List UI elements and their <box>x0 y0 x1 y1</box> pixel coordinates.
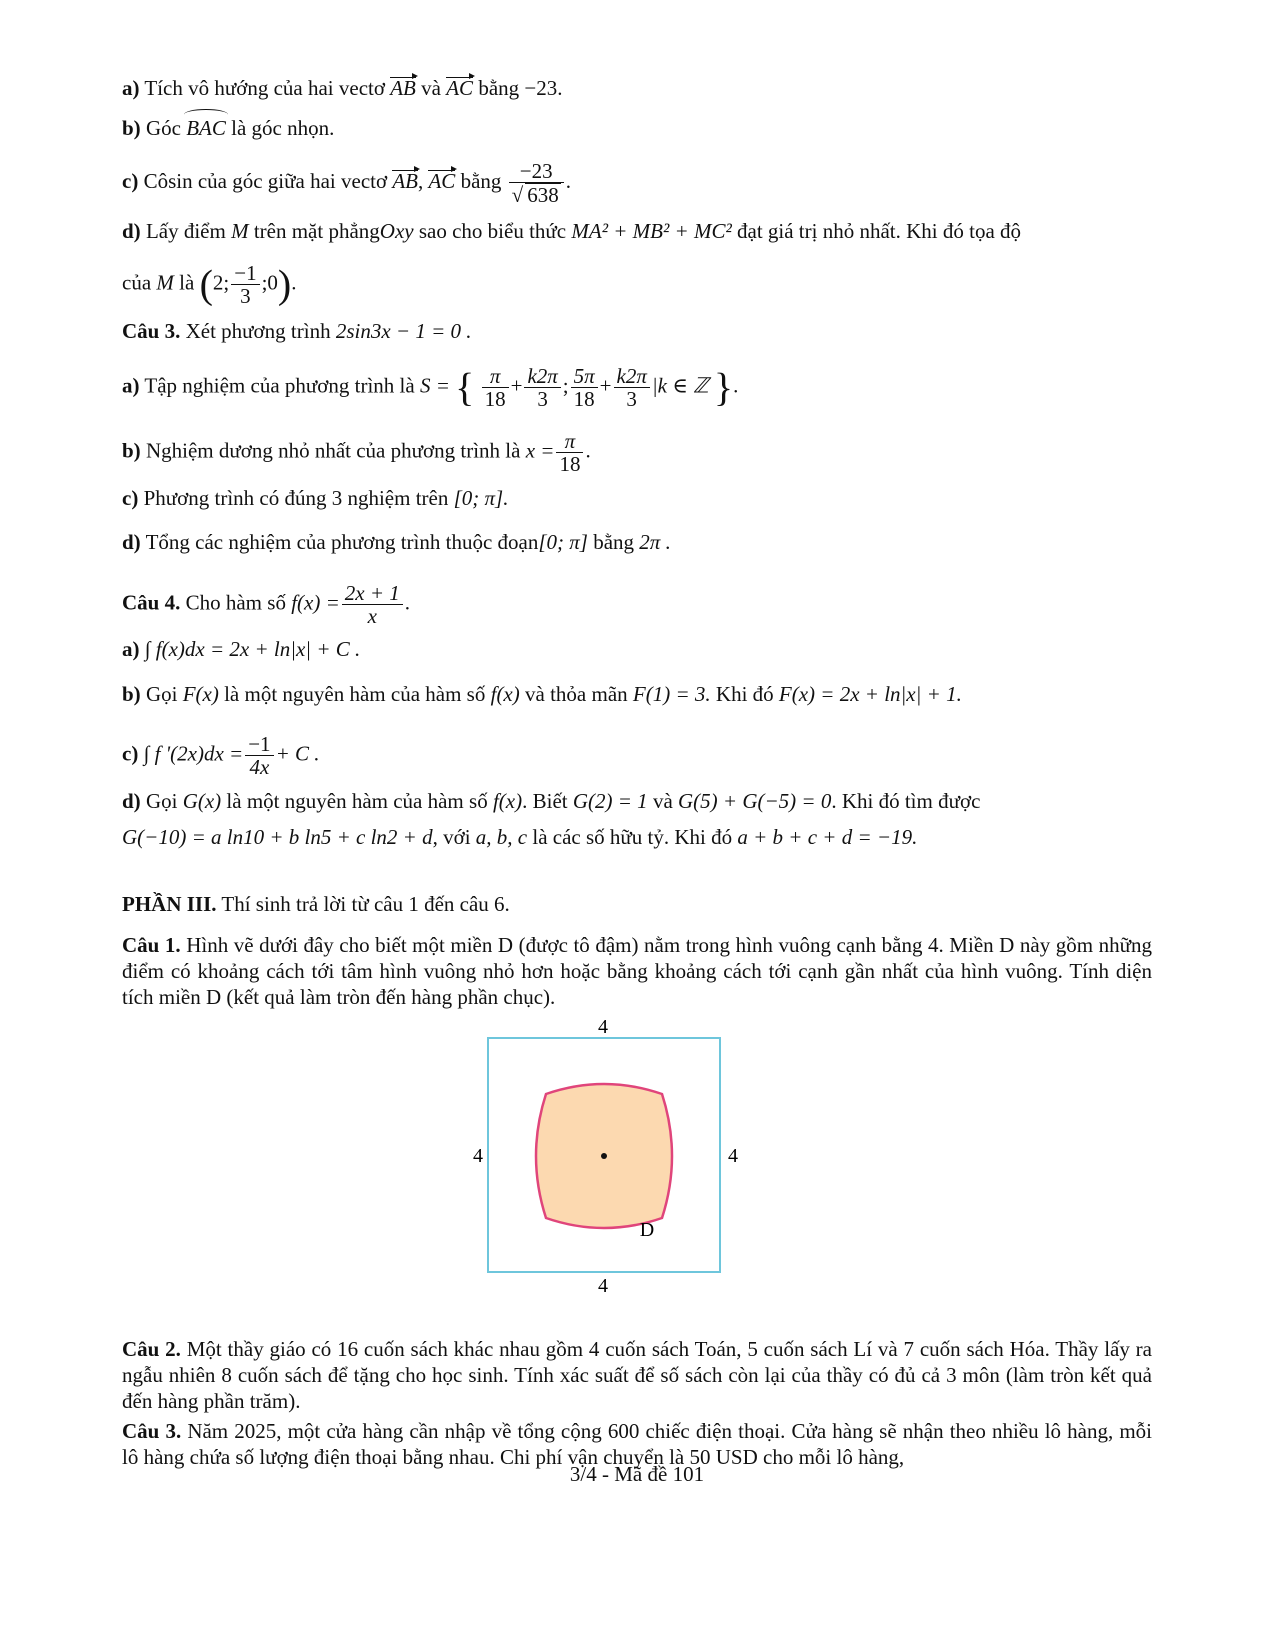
q4-statement-b: b) Gọi F(x) là một nguyên hàm của hàm số f(x) và thỏa mãn F(1) = 3. Khi đó F(x) = 2x + ln|x| + 1. <box>122 682 962 706</box>
center-point <box>601 1153 607 1159</box>
right-side-label: 4 <box>728 1145 738 1167</box>
question-number: Câu 3. <box>122 1419 182 1443</box>
left-side-label: 4 <box>473 1145 483 1167</box>
square-region-figure <box>452 1008 752 1298</box>
vector-ab: AB <box>390 76 416 100</box>
q4-title: Câu 4. Cho hàm số f(x) = $\frac{2x + 1}{x}$ . <box>122 581 411 628</box>
top-side-label: 4 <box>598 1016 608 1038</box>
vector-ac: AC <box>446 76 474 100</box>
bottom-side-label: 4 <box>598 1275 608 1297</box>
q4-statement-c: c) ∫ f '(2x)dx = $\frac{-1}{4x}$ + C . <box>122 732 320 779</box>
region-label: D <box>639 1219 655 1241</box>
page-footer: 3/4 - Mã đề 101 <box>569 1462 705 1486</box>
statement-label: a) <box>122 76 140 100</box>
angle-bac: BAC <box>186 116 226 140</box>
section-title: PHẦN III. <box>122 892 217 916</box>
question-number: Câu 4. <box>122 590 181 615</box>
fraction: $\frac{-23}{√ 638}$ <box>509 160 564 206</box>
statement-label: d) <box>122 219 141 243</box>
q2-statement-a: a) Tích vô hướng của hai vectơ AB và AC bằng −23. <box>122 76 563 100</box>
part3-question-3: Câu 3. Năm 2025, một cửa hàng cần nhập về tổng cộng 600 chiếc điện thoại. Cửa hàng sẽ nhận theo nhiều lô hàng, mỗi lô hàng chứa số lượng điện thoại bằng nhau. Chi phí vận chuyển là 50 USD cho mỗi lô hàng, <box>122 1419 1152 1469</box>
q2-statement-d: d) Lấy điểm M trên mặt phẳngOxy sao cho biểu thức MA² + MB² + MC² đạt giá trị nhỏ nhất. Khi đó tọa độ <box>122 219 1022 243</box>
q2-statement-b: b) Góc BAC là góc nhọn. <box>122 116 335 140</box>
q3-statement-b: b) Nghiệm dương nhỏ nhất của phương trình là x = $\frac{\pi}{18}$ . <box>122 429 591 476</box>
question-number: Câu 2. <box>122 1337 181 1361</box>
q3-statement-a: a) Tập nghiệm của phương trình là S = { $\frac{\pi}{18}$ + $\frac{k2\pi}{3}$ ; $\frac{5\pi}{18}$ + $\frac{k2\pi}{3}$ |k ∈ ℤ }. <box>122 364 739 411</box>
q4-statement-a: a) ∫ f(x)dx = 2x + ln|x| + C . <box>122 637 361 661</box>
q2-statement-c: c) Côsin của góc giữa hai vectơ AB, AC bằng $\frac{-23}{√ 638}$ . <box>122 159 571 207</box>
q3-title: Câu 3. Xét phương trình 2sin3x − 1 = 0 . <box>122 319 472 343</box>
q3-statement-d: d) Tổng các nghiệm của phương trình thuộc đoạn[0; π] bằng 2π . <box>122 530 671 554</box>
q2-statement-d-cont: của M là (2; $\frac{-1}{3}$ ;0). <box>122 261 297 308</box>
part3-question-2: Câu 2. Một thầy giáo có 16 cuốn sách khác nhau gồm 4 cuốn sách Toán, 5 cuốn sách Lí và 7 cuốn sách Hóa. Thầy lấy ra ngẫu nhiên 8 cuốn sách để tặng cho học sinh. Tính xác suất để số sách còn lại của thầy có đủ cả 3 môn (làm tròn kết quả đến hàng phần trăm). <box>122 1337 1152 1413</box>
statement-label: c) <box>122 168 139 193</box>
q4-statement-d-cont: G(−10) = a ln10 + b ln5 + c ln2 + d, với a, b, c là các số hữu tỷ. Khi đó a + b + c + d = −19. <box>122 825 918 849</box>
question-number: Câu 1. <box>122 933 181 957</box>
question-number: Câu 3. <box>122 319 181 343</box>
part3-question-1: Câu 1. Hình vẽ dưới đây cho biết một miền D (được tô đậm) nằm trong hình vuông cạnh bằng 4. Miền D này gồm những điểm có khoảng cách tới tâm hình vuông nhỏ hơn hoặc bằng khoảng cách tới cạnh gần nhất của hình vuông. Tính diện tích miền D (kết quả làm tròn đến hàng phần chục). <box>122 933 1152 1009</box>
q3-statement-c: c) Phương trình có đúng 3 nghiệm trên [0; π]. <box>122 486 509 510</box>
statement-label: b) <box>122 116 141 140</box>
part3-heading: PHẦN III. Thí sinh trả lời từ câu 1 đến câu 6. <box>122 892 510 916</box>
q4-statement-d: d) Gọi G(x) là một nguyên hàm của hàm số f(x). Biết G(2) = 1 và G(5) + G(−5) = 0. Khi đó tìm được <box>122 789 981 813</box>
